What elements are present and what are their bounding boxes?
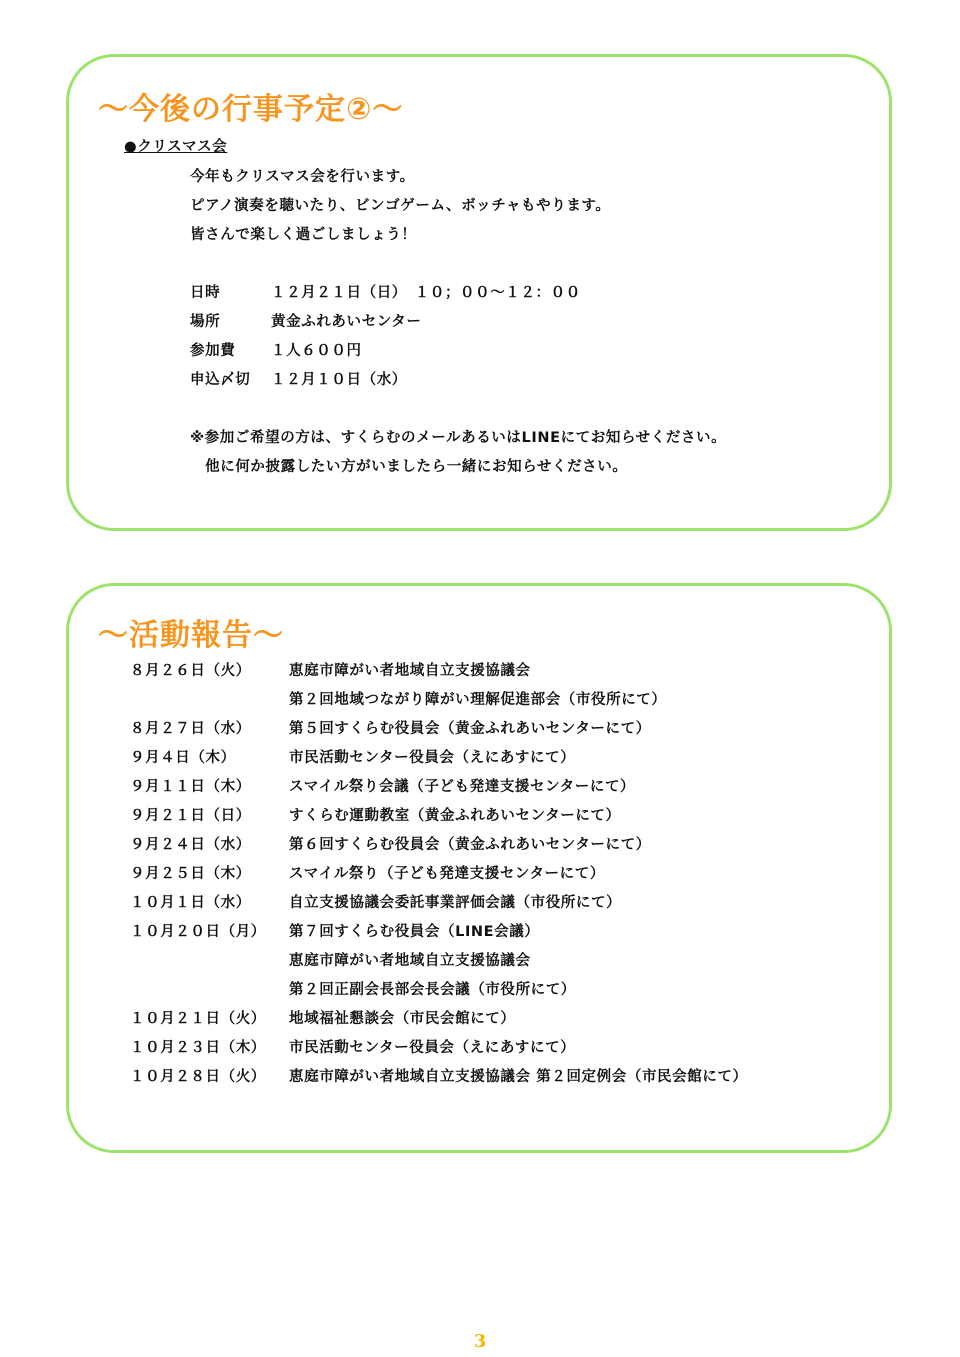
- report-item: すくらむ運動教室（黄金ふれあいセンターにて）: [289, 808, 621, 824]
- report-item: 第５回すくらむ役員会（黄金ふれあいセンターにて）: [289, 721, 651, 737]
- note-line-2: 他に何か披露したい方がいましたら一緒にお知らせください。: [190, 459, 628, 475]
- intro-line-3: 皆さんで楽しく過ごしましょう！: [190, 227, 417, 243]
- report-date: １０月２８日（火）: [130, 1069, 266, 1085]
- detail-label-fee: 参加費: [190, 343, 236, 359]
- report-item: スマイル祭り（子ども発達支援センターにて）: [289, 866, 605, 882]
- report-date: ９月２１日（日）: [130, 808, 251, 824]
- report-item: 市民活動センター役員会（えにあすにて）: [289, 1040, 576, 1056]
- report-item: 恵庭市障がい者地域自立支援協議会 第２回定例会（市民会館にて）: [289, 1069, 748, 1085]
- report-date: ８月２６日（火）: [130, 663, 251, 679]
- report-item: 恵庭市障がい者地域自立支援協議会: [289, 663, 531, 679]
- report-item: 第６回すくらむ役員会（黄金ふれあいセンターにて）: [289, 837, 651, 853]
- report-heading: ～活動報告～: [98, 618, 284, 653]
- page-number: 3: [473, 1331, 487, 1352]
- events-heading: ～今後の行事予定②～: [98, 92, 404, 127]
- report-date: １０月１日（水）: [130, 895, 251, 911]
- christmas-party-subtitle: ●クリスマス会: [124, 139, 228, 155]
- report-item: 市民活動センター役員会（えにあすにて）: [289, 750, 576, 766]
- detail-label-deadline: 申込〆切: [190, 372, 251, 388]
- report-item: 第２回正副会長部会長会議（市役所にて）: [289, 982, 576, 998]
- report-item: 地域福祉懇談会（市民会館にて）: [289, 1011, 516, 1027]
- detail-value-fee: １人６００円: [271, 343, 362, 359]
- intro-line-1: 今年もクリスマス会を行います。: [190, 169, 415, 185]
- report-item: 第２回地域つながり障がい理解促進部会（市役所にて）: [289, 692, 667, 708]
- report-item: 恵庭市障がい者地域自立支援協議会: [289, 953, 531, 969]
- report-date: １０月２０日（月）: [130, 924, 266, 940]
- report-item: 自立支援協議会委託事業評価会議（市役所にて）: [289, 895, 622, 911]
- report-date: ９月２４日（水）: [130, 837, 251, 853]
- report-item: スマイル祭り会議（子ども発達支援センターにて）: [289, 779, 636, 795]
- report-date: ９月４日（木）: [130, 750, 236, 766]
- detail-value-place: 黄金ふれあいセンター: [271, 314, 422, 330]
- intro-line-2: ピアノ演奏を聴いたり、ビンゴゲーム、ボッチャもやります。: [190, 198, 611, 214]
- report-date: ９月２５日（木）: [130, 866, 251, 882]
- note-line-1: ※参加ご希望の方は、すくらむのメールあるいはLINEにてお知らせください。: [190, 430, 727, 446]
- detail-value-datetime: １２月２１日（日） １０；００～１２：００: [271, 285, 581, 301]
- detail-label-datetime: 日時: [190, 285, 221, 301]
- report-date: ９月１１日（木）: [130, 779, 251, 795]
- detail-label-place: 場所: [190, 314, 221, 330]
- detail-value-deadline: １２月１０日（水）: [271, 372, 407, 388]
- report-item: 第７回すくらむ役員会（LINE会議）: [289, 924, 540, 940]
- report-date: １０月２３日（木）: [130, 1040, 266, 1056]
- report-date: １０月２１日（火）: [130, 1011, 266, 1027]
- report-date: ８月２７日（水）: [130, 721, 251, 737]
